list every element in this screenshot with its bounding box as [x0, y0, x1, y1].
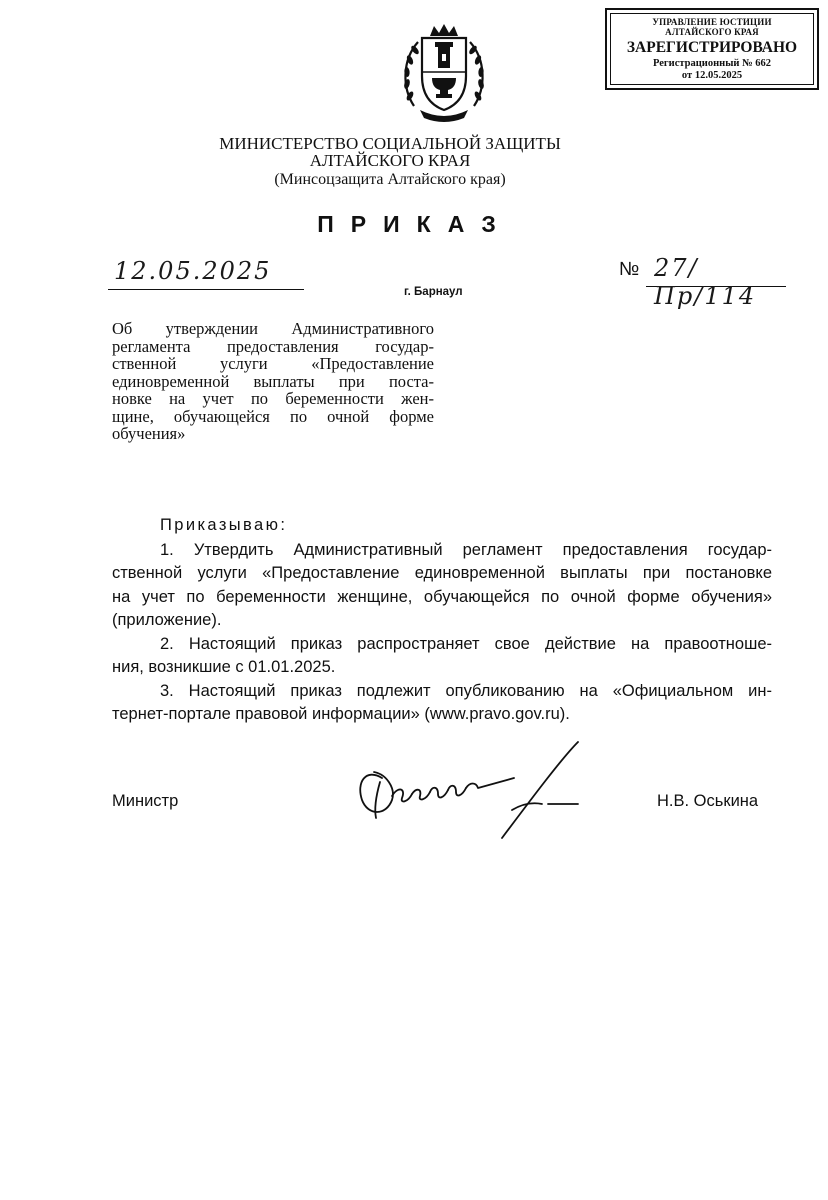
paragraph-line: на учет по беременности женщине, обучающейся по очной форме обучения»: [112, 587, 772, 606]
ministry-name-line2: АЛТАЙСКОГО КРАЯ: [309, 151, 471, 170]
order-directive-word: Приказываю:: [160, 516, 288, 534]
subject-line: Об утверждении Административного: [112, 319, 434, 338]
signer-role: Министр: [112, 792, 179, 810]
subject-line: обучения»: [112, 424, 186, 443]
ministry-name-line1: МИНИСТЕРСТВО СОЦИАЛЬНОЙ ЗАЩИТЫ: [219, 134, 561, 153]
paragraph-line: 3. Настоящий приказ подлежит опубликованию на «Официальном ин-: [160, 681, 772, 700]
registration-stamp: [605, 8, 819, 90]
order-paragraph-1: [112, 539, 772, 633]
subject-line: регламента предоставления государ-: [112, 336, 434, 356]
subject-line: ственной услуги «Предоставление: [112, 354, 434, 373]
subject-line: щине, обучающейся по очной форме: [112, 406, 434, 426]
order-number-sign: №: [619, 259, 640, 280]
document-type-title: ПРИКАЗ: [317, 211, 513, 237]
order-body: [112, 514, 772, 727]
paragraph-line: 2. Настоящий приказ распространяет свое действие на правоотноше-: [160, 634, 772, 653]
subject-line: единовременной выплаты при поста-: [112, 371, 434, 391]
paragraph-line: 1. Утвердить Административный регламент предоставления государ-: [160, 540, 772, 559]
handwritten-signature-icon: [352, 738, 592, 848]
signer-name: Н.В. Оськина: [657, 792, 759, 810]
stamp-reg-date: от 12.05.2025: [681, 70, 743, 81]
registration-stamp-inner: [610, 13, 814, 85]
paragraph-line: ственной услуги «Предоставление единовременной выплаты при постановке: [112, 564, 772, 582]
stamp-status: ЗАРЕГИСТРИРОВАНО: [626, 39, 798, 56]
stamp-agency-line1: УПРАВЛЕНИЕ ЮСТИЦИИ: [652, 17, 772, 27]
ministry-short-name: (Минсоцзащита Алтайского края): [274, 171, 506, 188]
paragraph-line: тернет-портале правовой информации» (www.pravo.gov.ru).: [112, 705, 570, 723]
issue-city: г. Барнаул: [404, 286, 463, 298]
order-paragraph-2: [112, 633, 772, 680]
order-paragraph-3: [112, 680, 772, 727]
order-date-handwritten: 12.05.2025: [114, 257, 272, 285]
paragraph-line: ния, возникшие с 01.01.2025.: [112, 658, 336, 676]
paragraph-line: (приложение).: [112, 611, 222, 629]
stamp-reg-number: Регистрационный № 662: [652, 58, 772, 69]
order-number-field: [646, 254, 786, 310]
order-date-field: [108, 259, 304, 290]
order-subject: [112, 320, 434, 443]
coat-of-arms-icon: [398, 22, 490, 128]
order-number-handwritten: 27/Пр/114: [654, 254, 757, 310]
stamp-agency-line2: АЛТАЙСКОГО КРАЯ: [665, 27, 759, 37]
subject-line: новке на учет по беременности жен-: [112, 389, 434, 408]
